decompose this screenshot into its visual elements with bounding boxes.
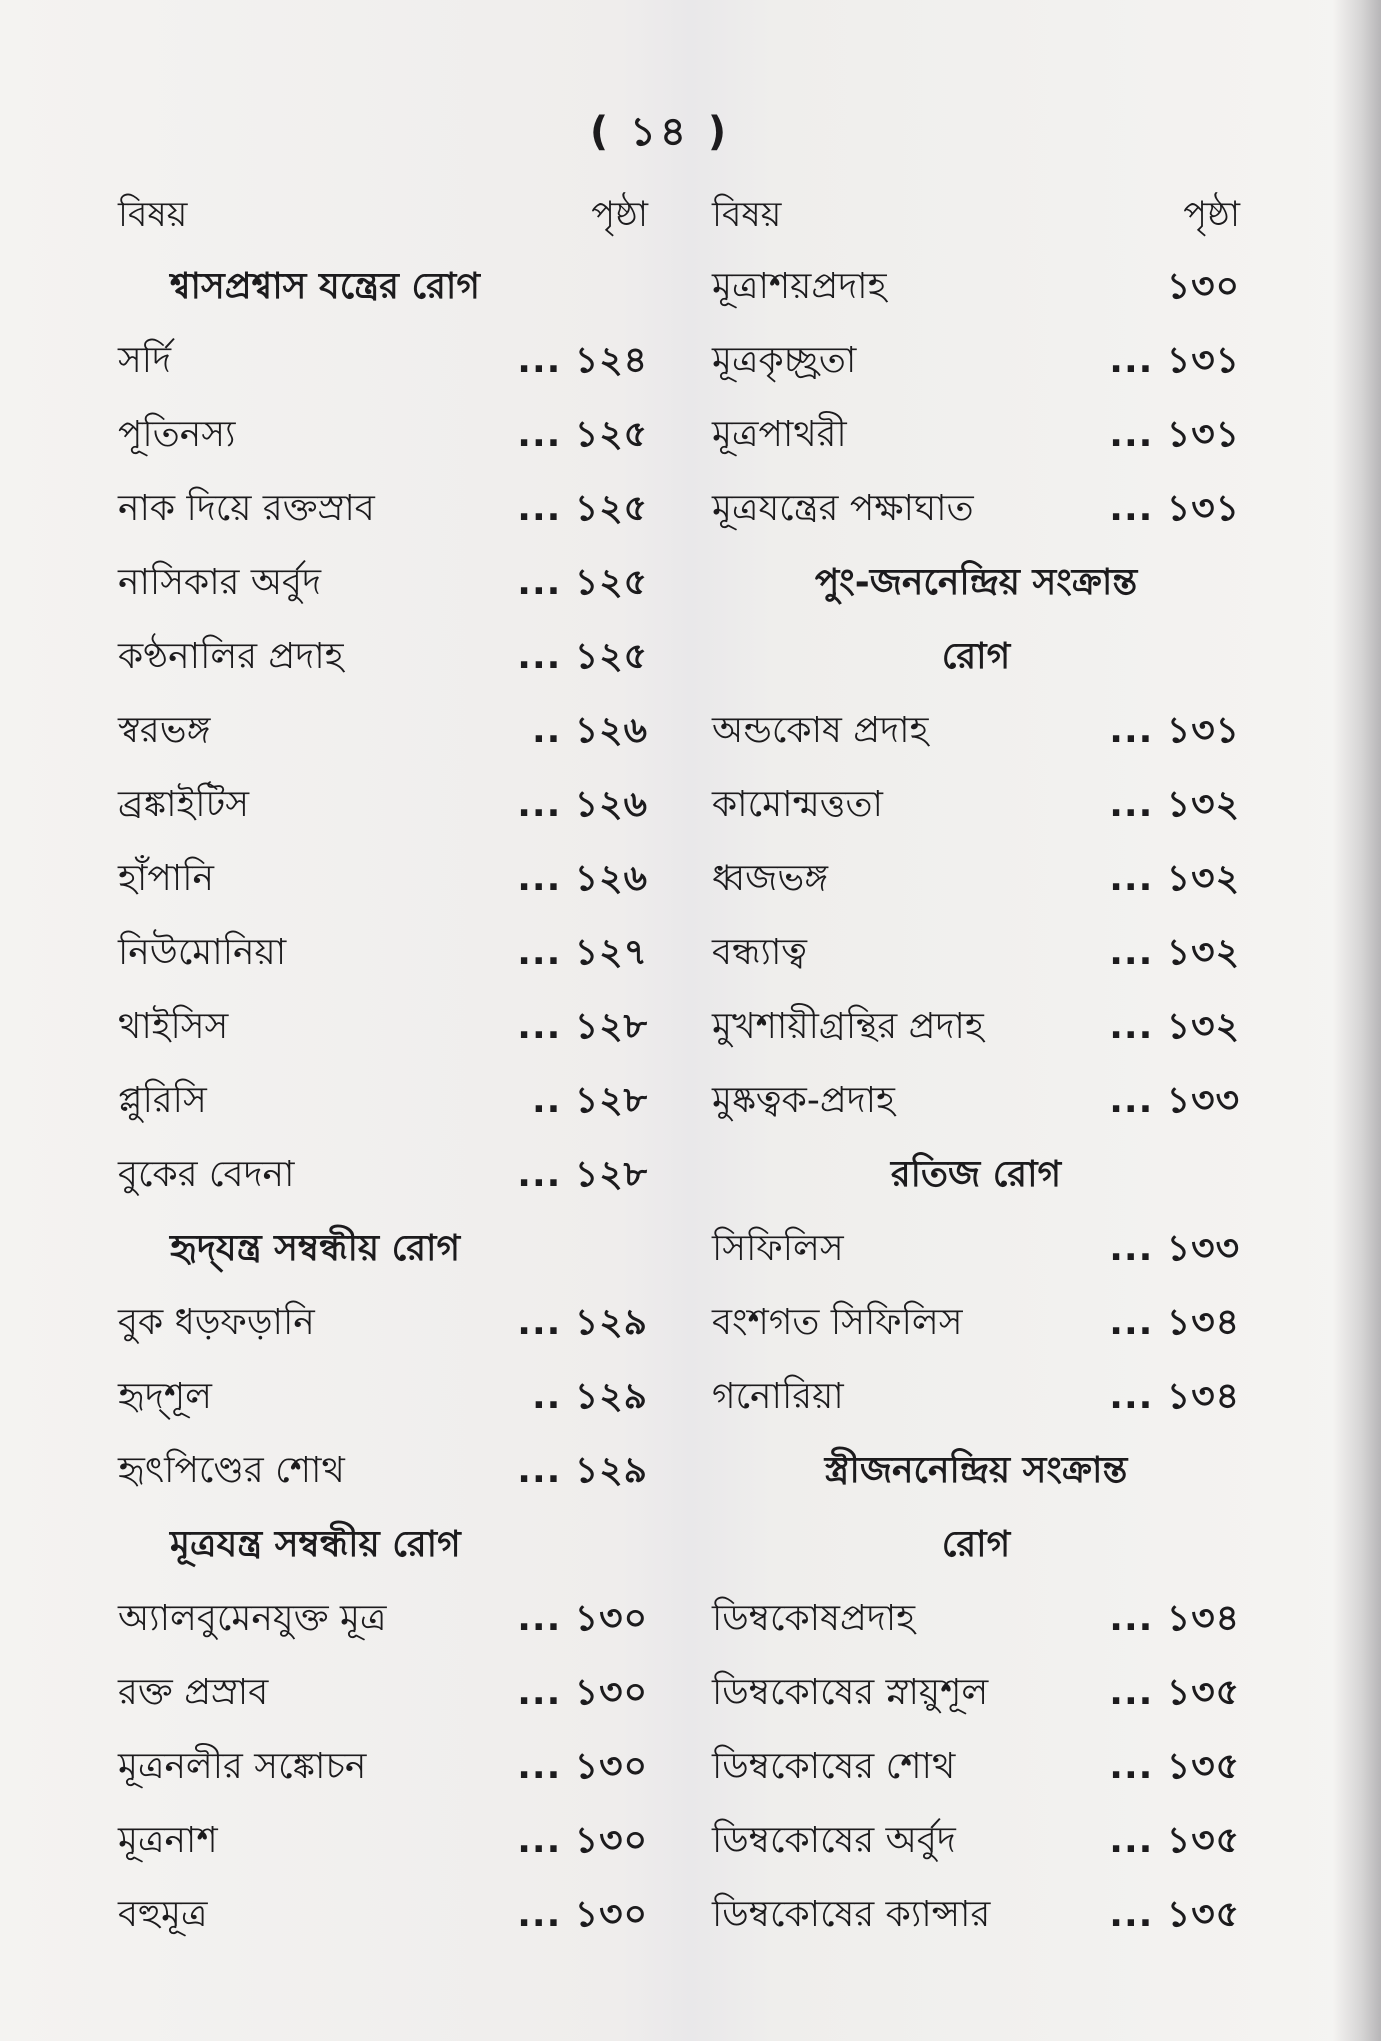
entry-topic: পূতিনস্য (118, 414, 236, 455)
entry-topic: মূত্রকৃচ্ছ্রতা (712, 340, 857, 381)
index-entry (712, 1214, 1240, 1288)
index-entry (712, 992, 1240, 1066)
entry-topic: মূত্রনলীর সঙ্কোচন (118, 1746, 367, 1787)
index-entry (118, 844, 648, 918)
header-page: পৃষ্ঠা (1183, 194, 1240, 235)
index-entry (118, 326, 648, 400)
section-heading: শ্বাসপ্রশ্বাস যন্ত্রের রোগ (170, 266, 480, 307)
index-entry (712, 1732, 1240, 1806)
entry-page: ... ১৩২ (1109, 858, 1240, 899)
entry-topic: ব্রঙ্কাইটিস (118, 784, 249, 825)
section-heading: রোগ (941, 636, 1011, 677)
entry-page: ... ১২৯ (517, 1450, 648, 1491)
page-edge-shadow (1333, 0, 1381, 2041)
index-entry (118, 1288, 648, 1362)
index-entry (118, 918, 648, 992)
entry-topic: কামোন্মত্ততা (712, 784, 883, 825)
page-number: ( ১৪ ) (589, 109, 731, 155)
entry-topic: বন্ধ্যাত্ব (712, 932, 808, 973)
entry-topic: মুখশায়ীগ্রন্থির প্রদাহ (712, 1006, 984, 1047)
section-heading: রতিজ রোগ (890, 1154, 1062, 1195)
index-entry (712, 770, 1240, 844)
index-entry (118, 1732, 648, 1806)
entry-page: ... ১৩১ (1109, 710, 1240, 751)
column-header (712, 180, 1240, 252)
entry-topic: অ্যালবুমেনযুক্ত মূত্র (118, 1598, 387, 1639)
entry-page: ... ১৩৫ (1109, 1672, 1240, 1713)
entry-topic: কণ্ঠনালির প্রদাহ (118, 636, 344, 677)
entry-page: ... ১৩৫ (1109, 1746, 1240, 1787)
entry-topic: মূত্রাশয়প্রদাহ (712, 266, 887, 307)
index-entry (118, 696, 648, 770)
entry-page: .. ১২৮ (531, 1080, 648, 1121)
entry-page: ... ১২৬ (517, 858, 648, 899)
entry-page: ... ১২৭ (517, 932, 648, 973)
section-heading: হৃদ্‌যন্ত্র সম্বন্ধীয় রোগ (170, 1228, 461, 1269)
entry-page: ... ১২৫ (517, 562, 648, 603)
entry-topic: প্লুরিসি (118, 1080, 207, 1121)
index-entry (118, 1066, 648, 1140)
entry-page: ... ১৩৫ (1109, 1894, 1240, 1935)
index-entry (712, 696, 1240, 770)
entry-topic: নাক দিয়ে রক্তস্রাব (118, 488, 375, 529)
entry-page: ... ১২৫ (517, 414, 648, 455)
entry-page: ... ১৩১ (1109, 488, 1240, 529)
entry-topic: হৃৎপিণ্ডের শোথ (118, 1450, 345, 1491)
header-topic: বিষয় (118, 194, 188, 235)
entry-topic: হাঁপানি (118, 858, 215, 899)
section-heading: মূত্রযন্ত্র সম্বন্ধীয় রোগ (170, 1524, 461, 1565)
index-entry (118, 1880, 648, 1954)
entry-topic: মূত্রনাশ (118, 1820, 218, 1861)
entry-page: ... ১২৮ (517, 1006, 648, 1047)
entry-page: ... ১৩০ (517, 1598, 648, 1639)
entry-topic: ধ্বজভঙ্গ (712, 858, 829, 899)
entry-page: ... ১৩৩ (1109, 1228, 1240, 1269)
entry-topic: মূত্রপাথরী (712, 414, 847, 455)
entry-topic: থাইসিস (118, 1006, 229, 1047)
index-entry (712, 1806, 1240, 1880)
index-entry (118, 1806, 648, 1880)
section-heading: স্ত্রীজননেন্দ্রিয় সংক্রান্ত (824, 1450, 1128, 1491)
entry-page: ... ১৩৩ (1109, 1080, 1240, 1121)
index-entry (712, 326, 1240, 400)
index-entry (118, 622, 648, 696)
index-entry (118, 1436, 648, 1510)
index-entry (712, 474, 1240, 548)
index-entry (712, 844, 1240, 918)
index-rows-right (712, 252, 1240, 1954)
entry-page: ... ১৩৪ (1109, 1598, 1240, 1639)
entry-topic: অন্ডকোষ প্রদাহ (712, 710, 929, 751)
header-page: পৃষ্ঠা (591, 194, 648, 235)
entry-page: ... ১২৫ (517, 488, 648, 529)
entry-topic: বংশগত সিফিলিস (712, 1302, 963, 1343)
index-entry (118, 1140, 648, 1214)
entry-page: ... ১৩০ (517, 1894, 648, 1935)
index-rows-left (118, 252, 648, 1954)
entry-page: ... ১৩৫ (1109, 1820, 1240, 1861)
entry-page: ... ১২৬ (517, 784, 648, 825)
entry-page: ... ১৩৪ (1109, 1376, 1240, 1417)
section-heading: রোগ (941, 1524, 1011, 1565)
entry-page: ... ১৩১ (1109, 340, 1240, 381)
entry-page: ... ১২৪ (517, 340, 648, 381)
index-entry (118, 474, 648, 548)
entry-page: ... ১৩০ (517, 1746, 648, 1787)
entry-topic: নিউমোনিয়া (118, 932, 287, 973)
entry-topic: নাসিকার অর্বুদ (118, 562, 322, 603)
entry-topic: স্বরভঙ্গ (118, 710, 211, 751)
header-topic: বিষয় (712, 194, 782, 235)
entry-topic: বহুমূত্র (118, 1894, 208, 1935)
section-heading: পুং-জননেন্দ্রিয় সংক্রান্ত (814, 562, 1138, 603)
index-entry (118, 992, 648, 1066)
entry-page: ... ১৩০ (517, 1672, 648, 1713)
column-header (118, 180, 648, 252)
index-entry (118, 1362, 648, 1436)
entry-topic: সিফিলিস (712, 1228, 844, 1269)
entry-topic: মূত্রযন্ত্রের পক্ষাঘাত (712, 488, 974, 529)
entry-topic: হৃদ্‌শূল (118, 1376, 212, 1417)
index-entry (712, 1362, 1240, 1436)
entry-page: ... ১৩৪ (1109, 1302, 1240, 1343)
index-entry (712, 252, 1240, 326)
index-entry (118, 400, 648, 474)
index-entry (712, 1880, 1240, 1954)
index-entry (712, 400, 1240, 474)
entry-page: ... ১৩২ (1109, 784, 1240, 825)
entry-topic: রক্ত প্রস্রাব (118, 1672, 269, 1713)
entry-page: ... ১২৯ (517, 1302, 648, 1343)
entry-page: ... ১৩১ (1109, 414, 1240, 455)
entry-topic: ডিম্বকোষের অর্বুদ (712, 1820, 956, 1861)
index-entry (118, 1658, 648, 1732)
index-entry (118, 770, 648, 844)
entry-topic: ডিম্বকোষের শোথ (712, 1746, 956, 1787)
index-column-left (118, 180, 648, 1954)
entry-page: .. ১২৯ (531, 1376, 648, 1417)
entry-page: .. ১২৬ (531, 710, 648, 751)
entry-topic: গনোরিয়া (712, 1376, 844, 1417)
entry-topic: সর্দি (118, 340, 171, 381)
index-entry (712, 1066, 1240, 1140)
index-column-right (712, 180, 1240, 1954)
entry-page: ১৩০ (1166, 266, 1240, 307)
entry-page: ... ১২৮ (517, 1154, 648, 1195)
entry-page: ... ১৩২ (1109, 1006, 1240, 1047)
index-entry (118, 1584, 648, 1658)
index-entry (712, 1584, 1240, 1658)
entry-topic: ডিম্বকোষের স্নায়ুশূল (712, 1672, 989, 1713)
entry-topic: ডিম্বকোষের ক্যান্সার (712, 1894, 991, 1935)
index-entry (712, 1658, 1240, 1732)
index-entry (118, 548, 648, 622)
entry-page: ... ১৩০ (517, 1820, 648, 1861)
entry-topic: বুক ধড়ফড়ানি (118, 1302, 315, 1343)
entry-page: ... ১২৫ (517, 636, 648, 677)
index-entry (712, 918, 1240, 992)
entry-page: ... ১৩২ (1109, 932, 1240, 973)
index-entry (712, 1288, 1240, 1362)
entry-topic: মুষ্কত্বক-প্রদাহ (712, 1080, 895, 1121)
entry-topic: ডিম্বকোষপ্রদাহ (712, 1598, 916, 1639)
entry-topic: বুকের বেদনা (118, 1154, 295, 1195)
